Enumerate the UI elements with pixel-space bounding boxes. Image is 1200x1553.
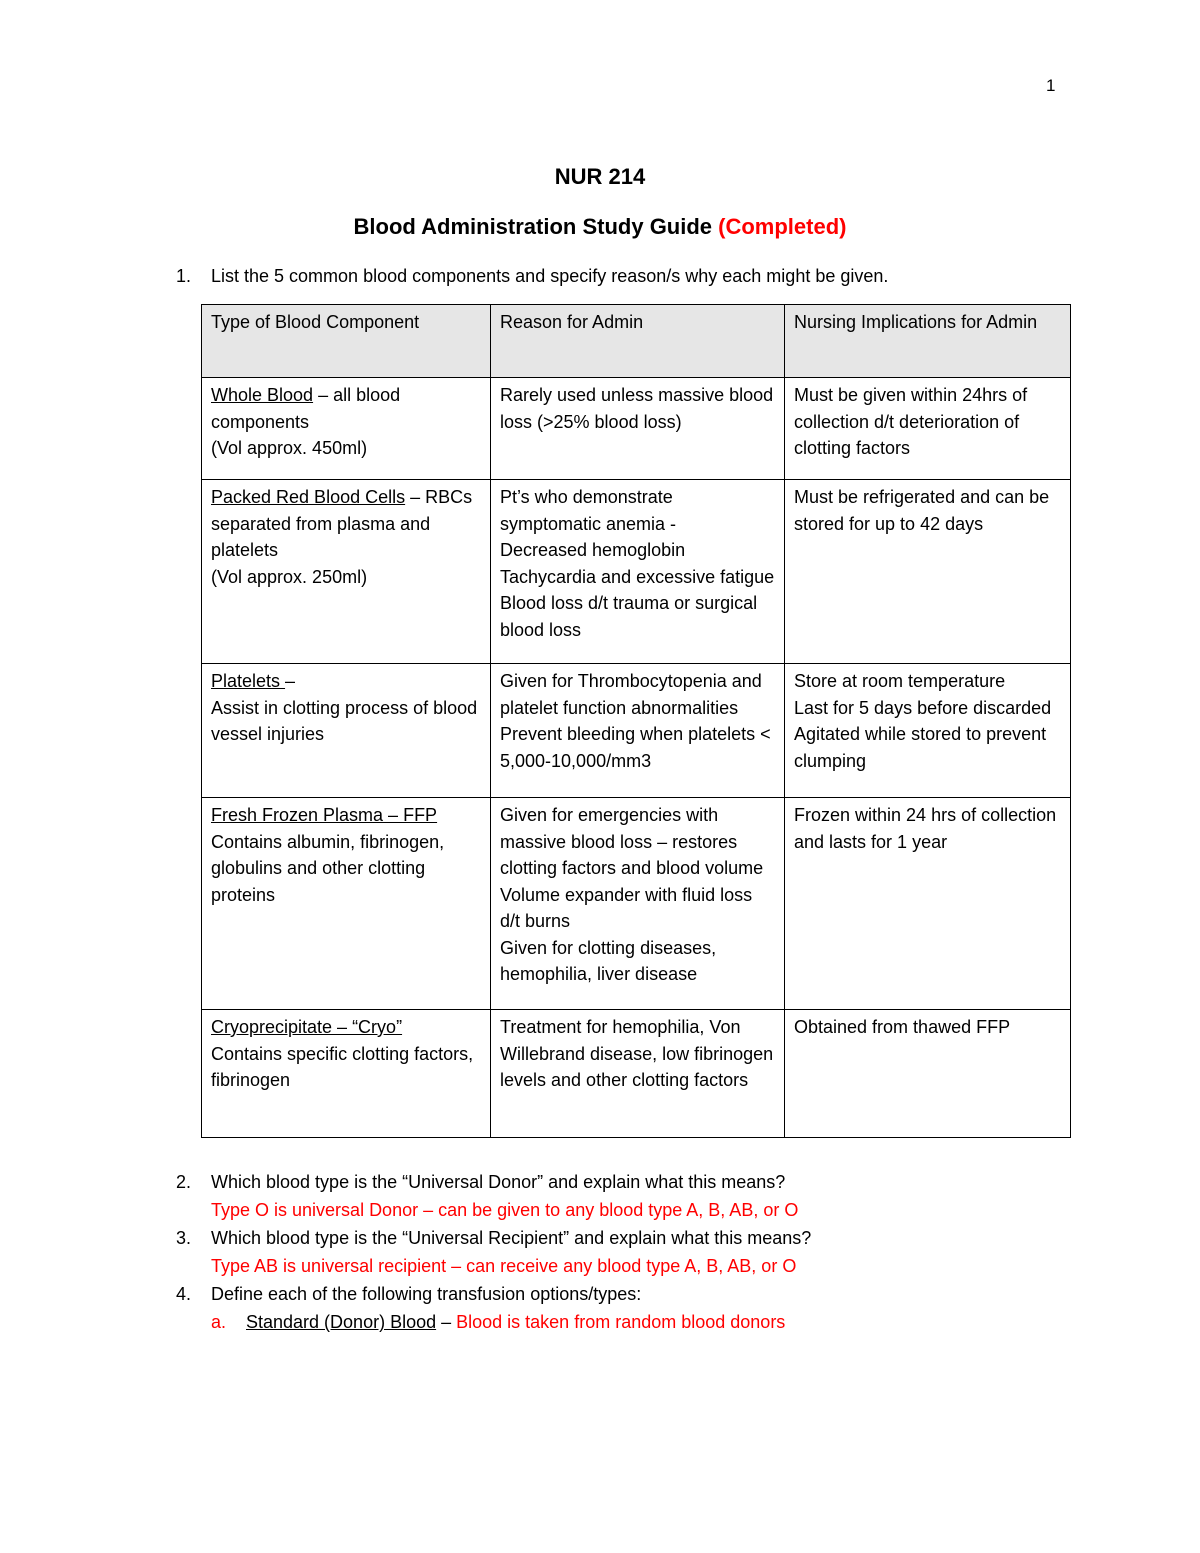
subitem-definition: Blood is taken from random blood donors [456,1312,786,1332]
component-desc: (Vol approx. 450ml) [211,438,368,458]
header-cell: Nursing Implications for Admin [785,305,1071,378]
component-desc: – [285,671,296,691]
component-desc: Contains albumin, fibrinogen, globulins and other clotting proteins [211,831,445,905]
question-text: List the 5 common blood components and specify reason/s why each might be given. [211,266,889,286]
question-number: 3. [176,1228,192,1248]
nursing-text: Store at room temperature [794,671,1006,691]
nursing-cell [785,798,1071,1010]
component-desc: Assist in clotting process of blood vessel injuries [211,697,478,744]
question-text: Define each of the following transfusion options/types: [211,1284,642,1304]
nursing-cell [785,480,1071,664]
reason-text: Prevent bleeding when platelets < 5,000-10,000/mm3 [500,724,771,771]
nursing-text: Frozen within 24 hrs of collection and lasts for 1 year [794,805,1057,852]
reason-cell [491,1010,785,1138]
table-row [202,378,1071,480]
answer-2: Type O is universal Donor – can be given to any blood type A, B, AB, or O [211,1200,799,1220]
component-cell [202,798,491,1010]
component-name: Whole Blood [211,385,314,405]
question-number: 4. [176,1284,192,1304]
reason-text: Given for emergencies with massive blood loss – restores clotting factors and blood volume [500,805,764,878]
answer-3: Type AB is universal recipient – can receive any blood type A, B, AB, or O [211,1256,797,1276]
reason-text: Tachycardia and excessive fatigue [500,566,775,587]
component-desc: – all blood components [211,385,401,432]
reason-cell [491,378,785,480]
table-header-row [202,305,1071,378]
document-title [0,214,1200,240]
header-cell: Type of Blood Component [202,305,491,378]
nursing-text: Must be given within 24hrs of collection d/t deterioration of clotting factors [794,385,1028,458]
table-row [202,480,1071,664]
subitem-separator: – [436,1312,457,1332]
question-3 [176,1226,811,1250]
nursing-text: Must be refrigerated and can be stored for up to 42 days [794,487,1050,534]
nursing-text: Obtained from thawed FFP [794,1017,1011,1037]
table-row [202,798,1071,1010]
reason-text: Given for Thrombocytopenia and platelet function abnormalities [500,671,762,718]
question-1 [176,264,888,288]
reason-text: Volume expander with fluid loss d/t burns [500,884,753,931]
nursing-text: Last for 5 days before discarded [794,697,1052,718]
reason-text: Rarely used unless massive blood loss (>25% blood loss) [500,385,774,432]
subitem-letter: a. [211,1312,227,1332]
component-name: Packed Red Blood Cells [211,487,406,507]
component-name: Platelets [211,671,286,691]
header-cell: Reason for Admin [491,305,785,378]
question-number: 2. [176,1172,192,1192]
nursing-cell [785,1010,1071,1138]
component-desc: – RBCs separated from plasma and platelets [211,487,473,560]
question-text: Which blood type is the “Universal Recipient” and explain what this means? [211,1228,812,1248]
reason-cell [491,480,785,664]
component-cell [202,664,491,798]
component-name: Fresh Frozen Plasma – FFP [211,805,438,825]
reason-cell [491,664,785,798]
reason-cell [491,798,785,1010]
reason-text: Pt’s who demonstrate symptomatic anemia - [500,487,677,534]
subitem-a [211,1310,785,1334]
subitem-term: Standard (Donor) Blood [246,1312,437,1332]
reason-text: Treatment for hemophilia, Von Willebrand disease, low fibrinogen levels and other clotting factors [500,1017,774,1090]
reason-text: Decreased hemoglobin [500,540,686,560]
component-cell [202,480,491,664]
nursing-text: Agitated while stored to prevent clumping [794,724,1047,771]
title-main: Blood Administration Study Guide [353,214,719,239]
reason-text: Given for clotting diseases, hemophilia, liver disease [500,937,717,984]
nursing-cell [785,378,1071,480]
question-text: Which blood type is the “Universal Donor” and explain what this means? [211,1172,786,1192]
nursing-cell [785,664,1071,798]
question-4 [176,1282,641,1306]
table-row [202,664,1071,798]
component-name: Cryoprecipitate – “Cryo” [211,1017,403,1037]
title-status: (Completed) [718,214,847,239]
table-row [202,1010,1071,1138]
course-title: NUR 214 [554,164,646,189]
question-2 [176,1170,785,1194]
page-number: 1 [1046,76,1056,95]
blood-components-table [201,304,1071,1138]
component-cell [202,378,491,480]
question-number: 1. [176,266,192,286]
component-cell [202,1010,491,1138]
component-desc: Contains specific clotting factors, fibrinogen [211,1043,474,1090]
reason-text: Blood loss d/t trauma or surgical blood loss [500,593,758,640]
component-desc: (Vol approx. 250ml) [211,566,368,587]
